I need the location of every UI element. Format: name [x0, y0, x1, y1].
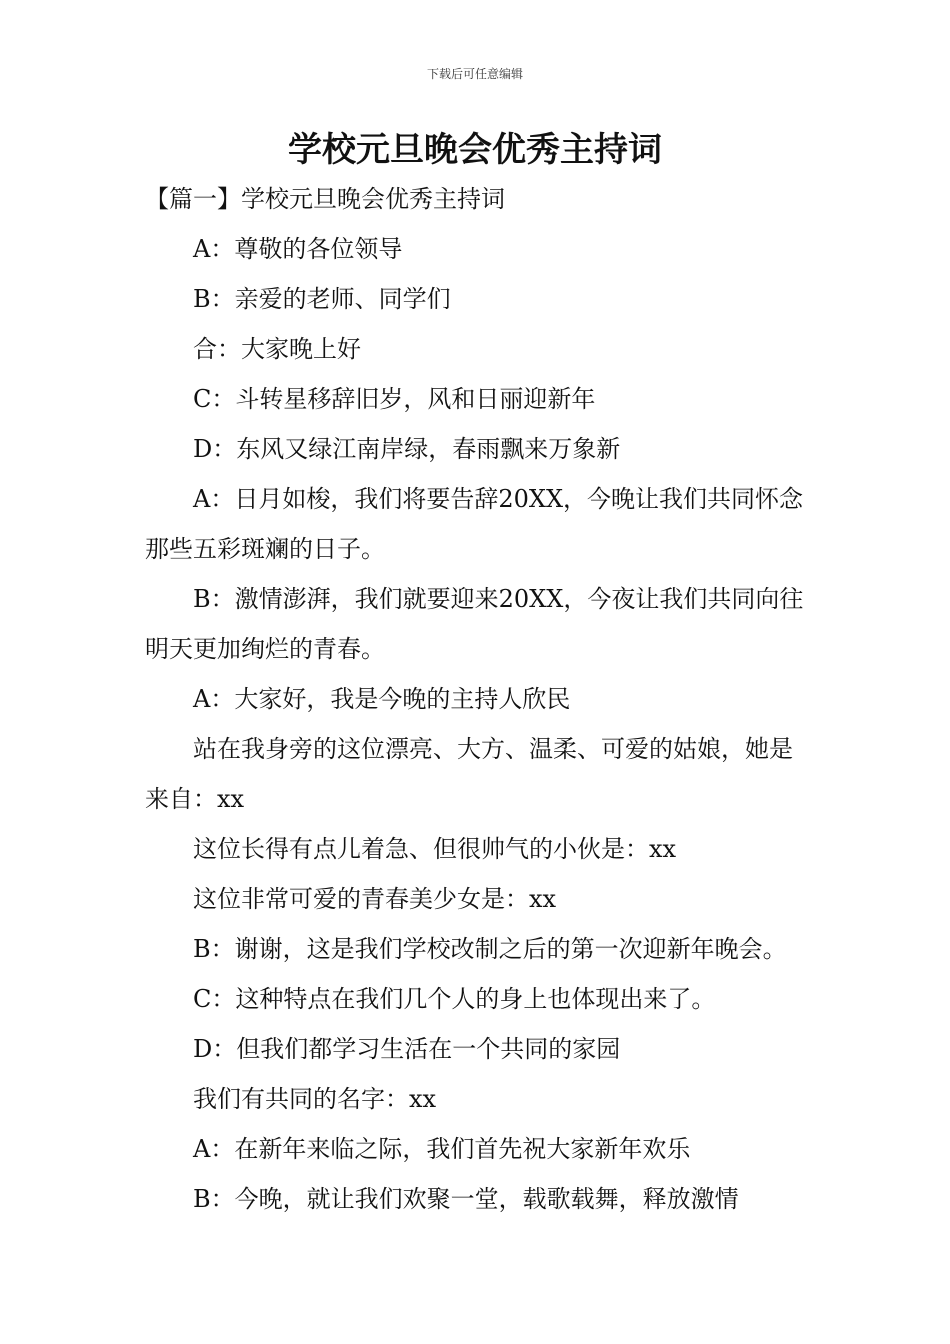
section-heading: 【篇一】学校元旦晚会优秀主持词 — [145, 185, 505, 213]
paragraph: A：尊敬的各位领导 — [193, 235, 403, 263]
document-title: 学校元旦晚会优秀主持词 — [288, 130, 662, 170]
paragraph: 这位长得有点儿着急、但很帅气的小伙是：xx — [193, 835, 677, 863]
paragraph: A：日月如梭，我们将要告辞20XX，今晚让我们共同怀念那些五彩斑斓的日子。 — [145, 485, 804, 563]
paragraph: 我们有共同的名字：xx — [193, 1085, 437, 1113]
paragraph: A：大家好，我是今晚的主持人欣民 — [193, 685, 571, 713]
paragraph: B：谢谢，这是我们学校改制之后的第一次迎新年晚会。 — [193, 935, 787, 963]
paragraph: 合：大家晚上好 — [193, 335, 361, 363]
paragraph: B：亲爱的老师、同学们 — [193, 285, 451, 313]
paragraph: C：这种特点在我们几个人的身上也体现出来了。 — [193, 985, 716, 1013]
paragraph: B：今晚，就让我们欢聚一堂，载歌载舞，释放激情 — [193, 1185, 739, 1213]
paragraph: 站在我身旁的这位漂亮、大方、温柔、可爱的姑娘，她是来自：xx — [145, 735, 793, 813]
paragraph: 这位非常可爱的青春美少女是：xx — [193, 885, 557, 913]
header-note: 下载后可任意编辑 — [426, 67, 523, 81]
paragraph: C：斗转星移辞旧岁，风和日丽迎新年 — [193, 385, 596, 413]
document-body — [145, 174, 815, 1224]
paragraph: D：东风又绿江南岸绿，春雨飘来万象新 — [193, 435, 621, 463]
paragraph: B：激情澎湃，我们就要迎来20XX，今夜让我们共同向往明天更加绚烂的青春。 — [145, 585, 804, 663]
paragraph: D：但我们都学习生活在一个共同的家园 — [193, 1035, 621, 1063]
paragraph: A：在新年来临之际，我们首先祝大家新年欢乐 — [193, 1135, 691, 1163]
